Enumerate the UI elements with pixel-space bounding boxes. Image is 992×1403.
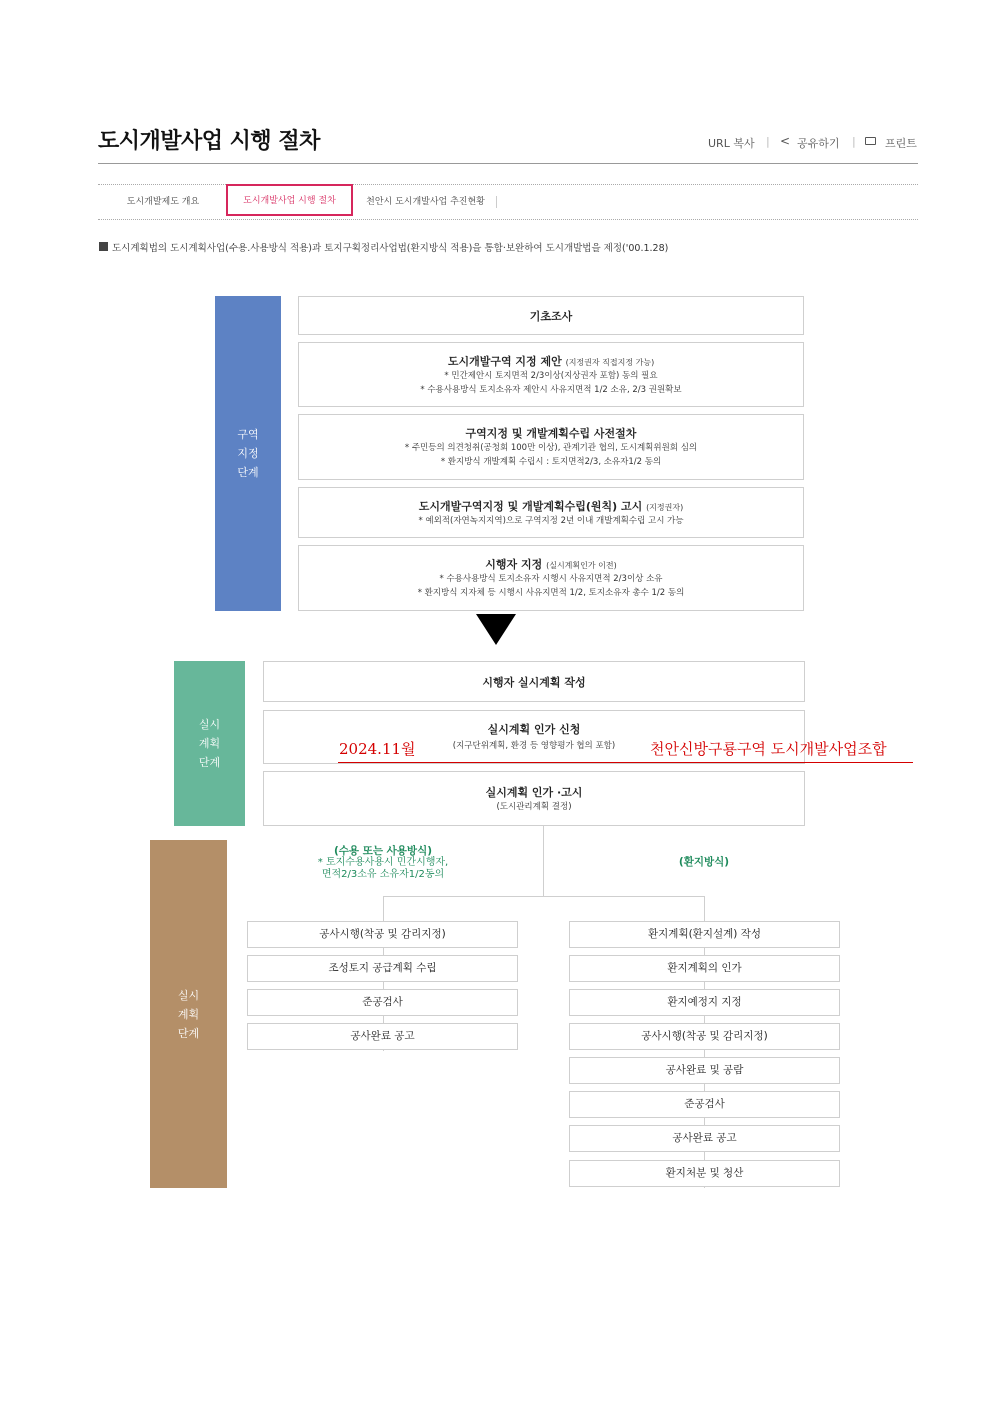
box-detail: * 환지방식 개발계획 수립시 : 토지면적2/3, 소유자1/2 동의: [440, 457, 662, 467]
right-step: 공사완료 공고: [569, 1125, 840, 1152]
box-title: 기초조사: [529, 309, 573, 323]
box-detail: * 예외적(자연녹지지역)으로 구역지정 2년 이내 개발계획수립 고시 가능: [418, 515, 684, 526]
box-detail: * 주민등의 의견청취(공청회 100만 이상), 관계기관 협의, 도시계획위원회 심의: [404, 443, 698, 453]
flow-box: [263, 661, 805, 702]
right-step: 준공검사: [569, 1091, 840, 1118]
left-step: 준공검사: [247, 989, 518, 1016]
left-step: 공사완료 공고: [247, 1023, 518, 1050]
box-detail: * 민간제안시 토지면적 2/3이상(지상권자 포함) 동의 필요: [444, 370, 658, 381]
stage-designation-label: [215, 296, 281, 611]
flow-box: [298, 545, 804, 611]
separator: |: [766, 135, 770, 148]
replotting-method-head: (환지방식): [678, 856, 730, 868]
printer-icon[interactable]: [865, 137, 876, 145]
share-icon[interactable]: <: [780, 134, 791, 148]
method-title: (수용 또는 사용방식): [333, 845, 433, 857]
annotation-date: 2024.11월: [339, 740, 416, 758]
flow-box: [298, 487, 804, 538]
separator: |: [852, 135, 856, 148]
box-detail: (도시관리계획 결정): [496, 801, 572, 812]
stage-implementation-label: [174, 661, 245, 826]
box-title: 실시계획 인가 ·고시: [485, 785, 583, 799]
box-detail: * 환지방식 지자체 등 시행시 사유지면적 1/2, 토지소유자 총수 1/2 동의: [417, 588, 685, 598]
tabs-bottom-border: [98, 219, 918, 220]
left-step: 공사시행(착공 및 감리지정): [247, 921, 518, 948]
flow-box: [298, 296, 804, 335]
header-divider: [98, 163, 918, 164]
down-arrow-icon: [476, 614, 516, 645]
connector-line: [543, 826, 544, 896]
left-step: 조성토지 공급계획 수립: [247, 955, 518, 982]
box-title: 시행자 지정 (실시계획인가 이전): [485, 558, 617, 571]
page-title: 도시개발사업 시행 절차: [98, 129, 320, 154]
law-icon: [99, 242, 108, 251]
share-button[interactable]: 공유하기: [797, 137, 840, 150]
law-note: 도시계획법의 도시계획사업(수용.사용방식 적용)과 토지구획정리사업법(환지방식 적용)을 통합·보완하여 도시개발법을 제정('00.1.28): [112, 243, 669, 254]
box-title: 실시계획 인가 신청: [487, 723, 581, 736]
method-detail: * 토지수용사용시 민간시행자,: [317, 857, 449, 868]
flow-box: [298, 342, 804, 407]
stage-label-text: 실시 계획 단계: [177, 988, 200, 1040]
connector-line: [704, 896, 705, 921]
box-detail: (지구단위계획, 환경 등 영향평가 협의 포함): [452, 741, 616, 751]
flow-box: [298, 414, 804, 480]
box-detail: * 수용사용방식 토지소유자 제안시 사유지면적 1/2 소유, 2/3 권원확보: [420, 384, 682, 395]
stage-label-text: 실시 계획 단계: [198, 718, 221, 769]
flow-box: [263, 771, 805, 826]
tabs-top-border: [98, 184, 918, 185]
box-title: 도시개발구역지정 및 개발계획수립(원칙) 고시 (지정권자): [418, 499, 684, 513]
method-detail: 면적2/3소유 소유자1/2동의: [321, 869, 445, 880]
tab-status[interactable]: 천안시 도시개발사업 추진현황: [366, 197, 485, 207]
right-step: 환지예정지 지정: [569, 989, 840, 1016]
box-title: 시행자 실시계획 작성: [482, 675, 586, 689]
tab-divider: [496, 196, 497, 208]
annotation-underline: [338, 762, 913, 763]
annotation-organization: 천안신방구룡구역 도시개발사업조합: [650, 740, 887, 758]
right-step: 환지계획의 인가: [569, 955, 840, 982]
tab-overview[interactable]: 도시개발제도 개요: [126, 197, 200, 207]
stage-construction-label: [150, 840, 227, 1188]
print-button[interactable]: 프린트: [885, 137, 917, 150]
right-step: 공사완료 및 공람: [569, 1057, 840, 1084]
right-step: 환지처분 및 청산: [569, 1160, 840, 1187]
tab-procedure[interactable]: 도시개발사업 시행 절차: [226, 184, 353, 216]
right-step: 환지계획(환지설계) 작성: [569, 921, 840, 948]
box-detail: * 수용사용방식 토지소유자 시행시 사유지면적 2/3이상 소유: [439, 574, 663, 584]
connector-line: [383, 896, 384, 921]
url-copy-button[interactable]: URL 복사: [708, 137, 755, 150]
box-title: 도시개발구역 지정 제안 (지정권자 직접지정 가능): [447, 354, 655, 368]
box-title: 구역지정 및 개발계획수립 사전절차: [465, 427, 637, 440]
stage-label-text: 구역 지정 단계: [237, 428, 259, 479]
connector-line: [383, 896, 705, 897]
right-step: 공사시행(착공 및 감리지정): [569, 1023, 840, 1050]
expropriation-method-head: [270, 845, 496, 881]
